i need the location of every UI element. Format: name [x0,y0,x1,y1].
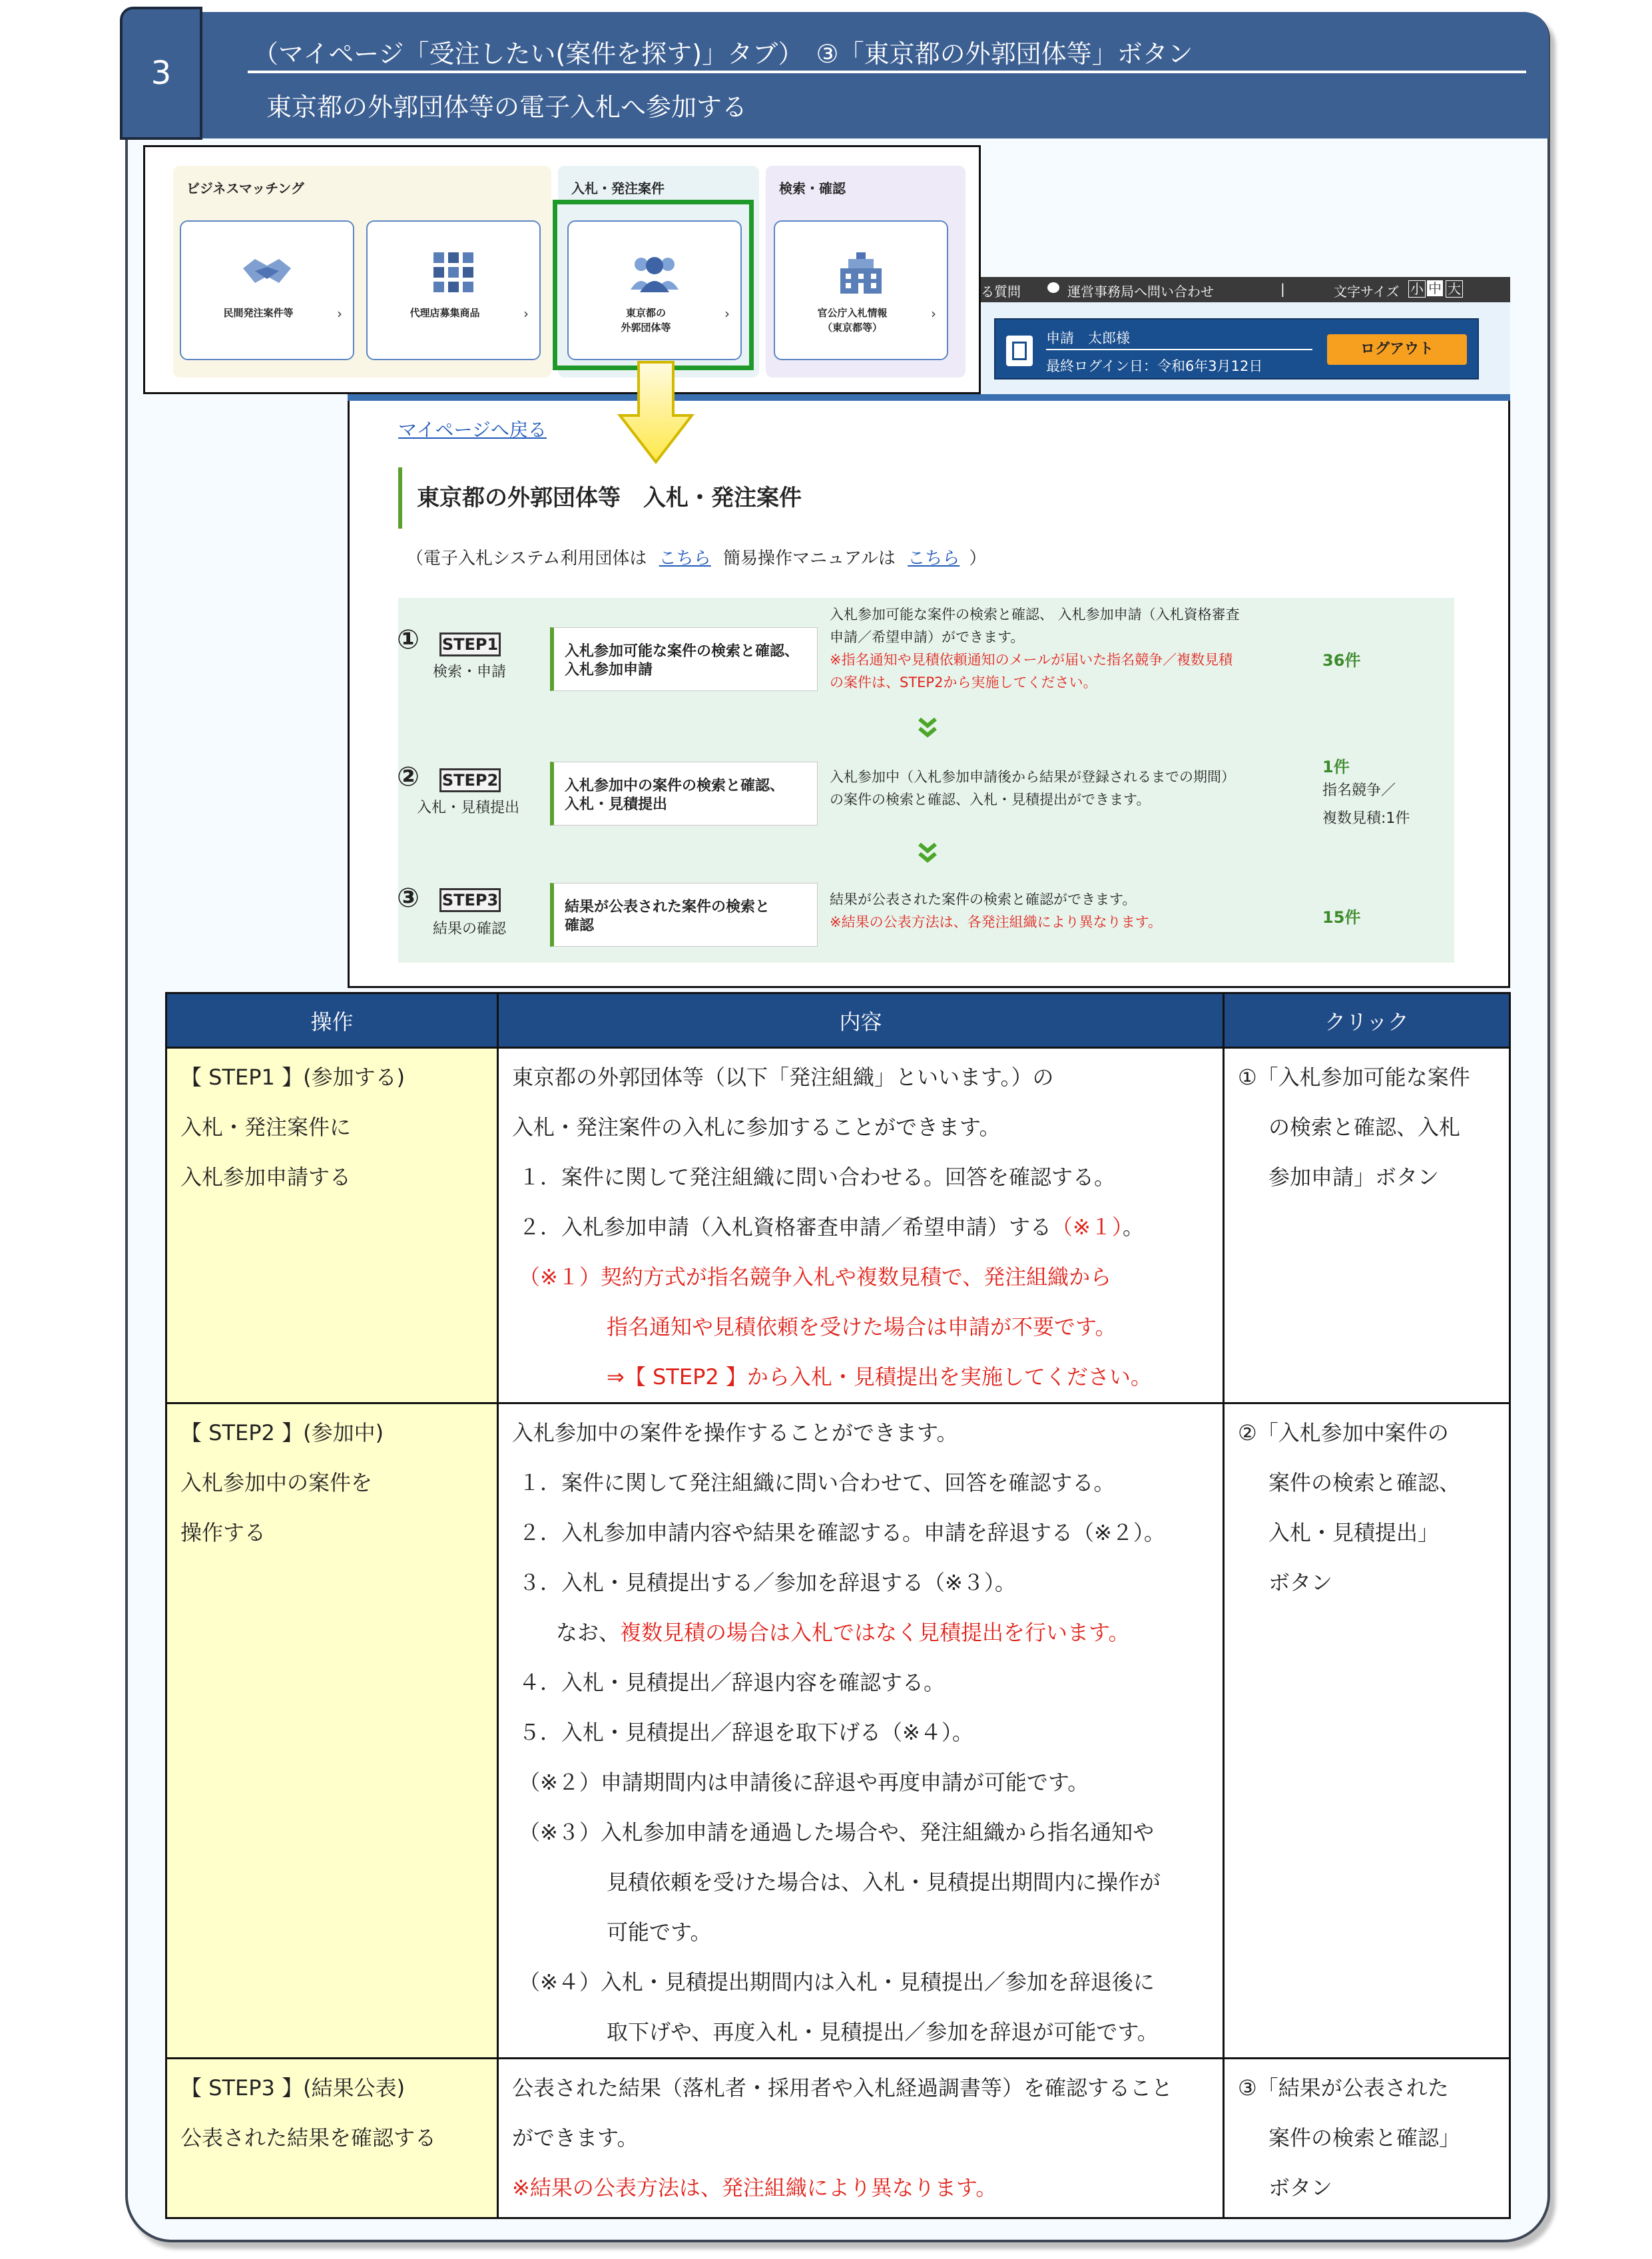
section-title-line1: （マイページ「受注したい(案件を探す)」タブ） ③「東京都の外郭団体等」ボタン [253,39,1193,69]
step2-subtitle: 入札・見積提出 [417,800,520,816]
manual-link[interactable]: こちら [908,549,960,569]
step3-subtitle: 結果の確認 [433,921,507,937]
click-cell: ②「入札参加中案件の 案件の検索と確認、 入札・見積提出」 ボタン [1224,1403,1510,2059]
agency-products-card[interactable] [366,220,541,360]
step1-button-line1: 入札参加可能な案件の検索と確認、 [565,643,800,660]
category-label: ビジネスマッチング [186,180,304,196]
last-login: 最終ログイン日：令和6年3月12日 [1046,358,1263,374]
page-note [406,545,986,569]
operation-cell: 【 STEP2 】(参加中) 入札参加中の案件を 操作する [166,1403,498,2059]
card-label: 民間発注案件等 [223,307,294,319]
highlight-box [553,200,754,370]
step2-button[interactable] [550,762,818,826]
note-suffix: ） [969,549,987,569]
click-cell: ③「結果が公表された 案件の検索と確認」 ボタン [1224,2059,1510,2218]
content-cell: 東京都の外郭団体等（以下「発注組織」といいます。）の 入札・発注案件の入札に参加することができます。 １．案件に関して発注組織に問い合わせる。回答を確認する。 ２．入札参加申請（入札資格審査申請／希望申請）する（※１）。 （※１）契約方式が指名競争入札や複数見積で、発注組織から 指名通知や見積依頼を受けた場合は申請が不要です。 ⇒【 STEP2 】から入札・見積提出を実施してください。 [498,1048,1224,1403]
login-panel [994,318,1479,379]
content-cell: 入札参加中の案件を操作することができます。 １．案件に関して発注組織に問い合わせて、回答を確認する。 ２．入札参加申請内容や結果を確認する。申請を辞退する（※２）。 ３．入札・見積提出する／参加を辞退する（※３）。 なお、複数見積の場合は入札ではなく見積提出を行います。 ４．入札・見積提出／辞退内容を確認する。 ５．入札・見積提出／辞退を取下げる（※４）。 （※２）申請期間内は申請後に辞退や再度申請が可能です。 （※３）入札参加申請を通過した場合や、発注組織から指名通知や 見積依頼を受けた場合は、入札・見積提出期間内に操作が 可能です。 （※４）入札・見積提出期間内は入札・見積提出／参加を辞退後に 取下げや、再度入札・見積提出／参加を辞退が可能です。 [498,1403,1224,2059]
grid-icon [433,252,473,292]
card-label: 官公庁入札情報 （東京都等） [817,307,888,334]
step1-count: 36件 [1322,651,1361,670]
arrow-down-icon [616,360,696,466]
step2-button-line1: 入札参加中の案件の検索と確認、 [565,778,785,794]
note-middle: 簡易操作マニュアルは [722,549,896,569]
table-row [166,1403,1510,2059]
section-title-line2: 東京都の外郭団体等の電子入札へ参加する [266,93,748,122]
step1-desc-note2: の案件は、STEP2から実施してください。 [830,674,1097,690]
topbar-separator: | [1280,281,1285,297]
font-small-button[interactable]: 小 [1408,280,1426,298]
top-bar [981,277,1510,302]
header-divider [248,71,1526,73]
chat-icon [1047,282,1059,293]
step1-number: ① [397,625,419,655]
operation-cell: 【 STEP3 】(結果公表) 公表された結果を確認する [166,2059,498,2218]
step1-desc-note1: ※指名通知や見積依頼通知のメールが届いた指名競争／複数見積 [830,652,1233,668]
step1-button[interactable] [550,627,818,691]
step2-desc-line2: の案件の検索と確認、入札・見積提出ができます。 [830,792,1151,808]
font-mid-button[interactable]: 中 [1428,280,1442,296]
header-operation: 操作 [166,993,498,1048]
page-title: 東京都の外郭団体等 入札・発注案件 [398,467,802,529]
step3-number: ③ [397,883,419,913]
category-label: 入札・発注案件 [571,180,665,196]
step3-tag: STEP3 [439,888,501,912]
government-bids-card[interactable] [774,220,948,360]
step2-tag: STEP2 [439,768,501,792]
handshake-icon [240,252,294,290]
step2-count-sub2: 複数見積:1件 [1322,810,1410,827]
step3-desc-note1: ※結果の公表方法は、各発注組織により異なります。 [830,914,1162,930]
card-label: 東京都の 外郭団体等 [621,307,671,334]
header-content: 内容 [498,993,1224,1048]
step1-desc-line2: 申請／希望申請）ができます。 [830,629,1025,645]
chevron-right-icon: › [523,306,529,322]
font-large-button[interactable]: 大 [1446,280,1463,298]
operations-table [165,992,1511,2219]
faq-link[interactable]: る質問 [981,284,1021,300]
step1-tag: STEP1 [439,632,501,656]
font-size-label: 文字サイズ [1334,284,1400,300]
click-cell: ①「入札参加可能な案件 の検索と確認、入札 参加申請」ボタン [1224,1048,1510,1403]
header-rule [348,394,1510,401]
step2-desc-line1: 入札参加中（入札参加申請後から結果が登録されるまでの期間） [830,769,1235,785]
logout-button[interactable]: ログアウト [1327,334,1467,365]
contact-link[interactable]: 運営事務局へ問い合わせ [1067,284,1214,300]
step2-count-sub1: 指名競争／ [1322,782,1396,799]
step3-button-line2: 確認 [565,917,595,934]
chevron-right-icon: › [931,306,936,322]
note-prefix: （電子入札システム利用団体は [406,549,647,569]
step2-count: 1件 [1322,758,1350,776]
step1-desc-line1: 入札参加可能な案件の検索と確認、 入札参加申請（入札資格審査 [830,607,1240,623]
step3-description [830,888,1162,933]
operation-cell: 【 STEP1 】(参加する) 入札・発注案件に 入札参加申請する [166,1048,498,1403]
chevron-down-icon [918,716,938,740]
section-number: 3 [120,7,202,140]
chevron-right-icon: › [724,306,730,322]
system-groups-link[interactable]: こちら [659,549,711,569]
step3-button[interactable] [550,883,818,947]
step1-button-line2: 入札参加申請 [565,662,653,678]
chevron-down-icon [918,842,938,866]
card-label: 代理店募集商品 [410,307,480,319]
back-to-mypage-link[interactable]: マイページへ戻る [398,419,547,441]
step2-description [830,766,1235,811]
private-orders-card[interactable] [180,220,354,360]
chevron-right-icon: › [337,306,342,322]
content-cell: 公表された結果（落札者・採用者や入札経過調書等）を確認すること ができます。 ※結果の公表方法は、発注組織により異なります。 [498,2059,1224,2218]
step3-count: 15件 [1322,908,1361,927]
user-name: 申請 太郎様 [1046,330,1130,346]
government-building-icon [838,252,884,296]
header-click: クリック [1224,993,1510,1048]
step3-desc-line1: 結果が公表された案件の検索と確認ができます。 [830,891,1137,907]
step2-button-line2: 入札・見積提出 [565,796,668,813]
step2-number: ② [397,762,419,792]
building-icon [1006,336,1033,366]
table-row [166,1048,1510,1403]
step1-description [830,603,1240,694]
step3-button-line1: 結果が公表された案件の検索と [565,899,770,915]
category-label: 検索・確認 [779,180,846,196]
table-row [166,2059,1510,2218]
step1-subtitle: 検索・申請 [433,664,507,680]
